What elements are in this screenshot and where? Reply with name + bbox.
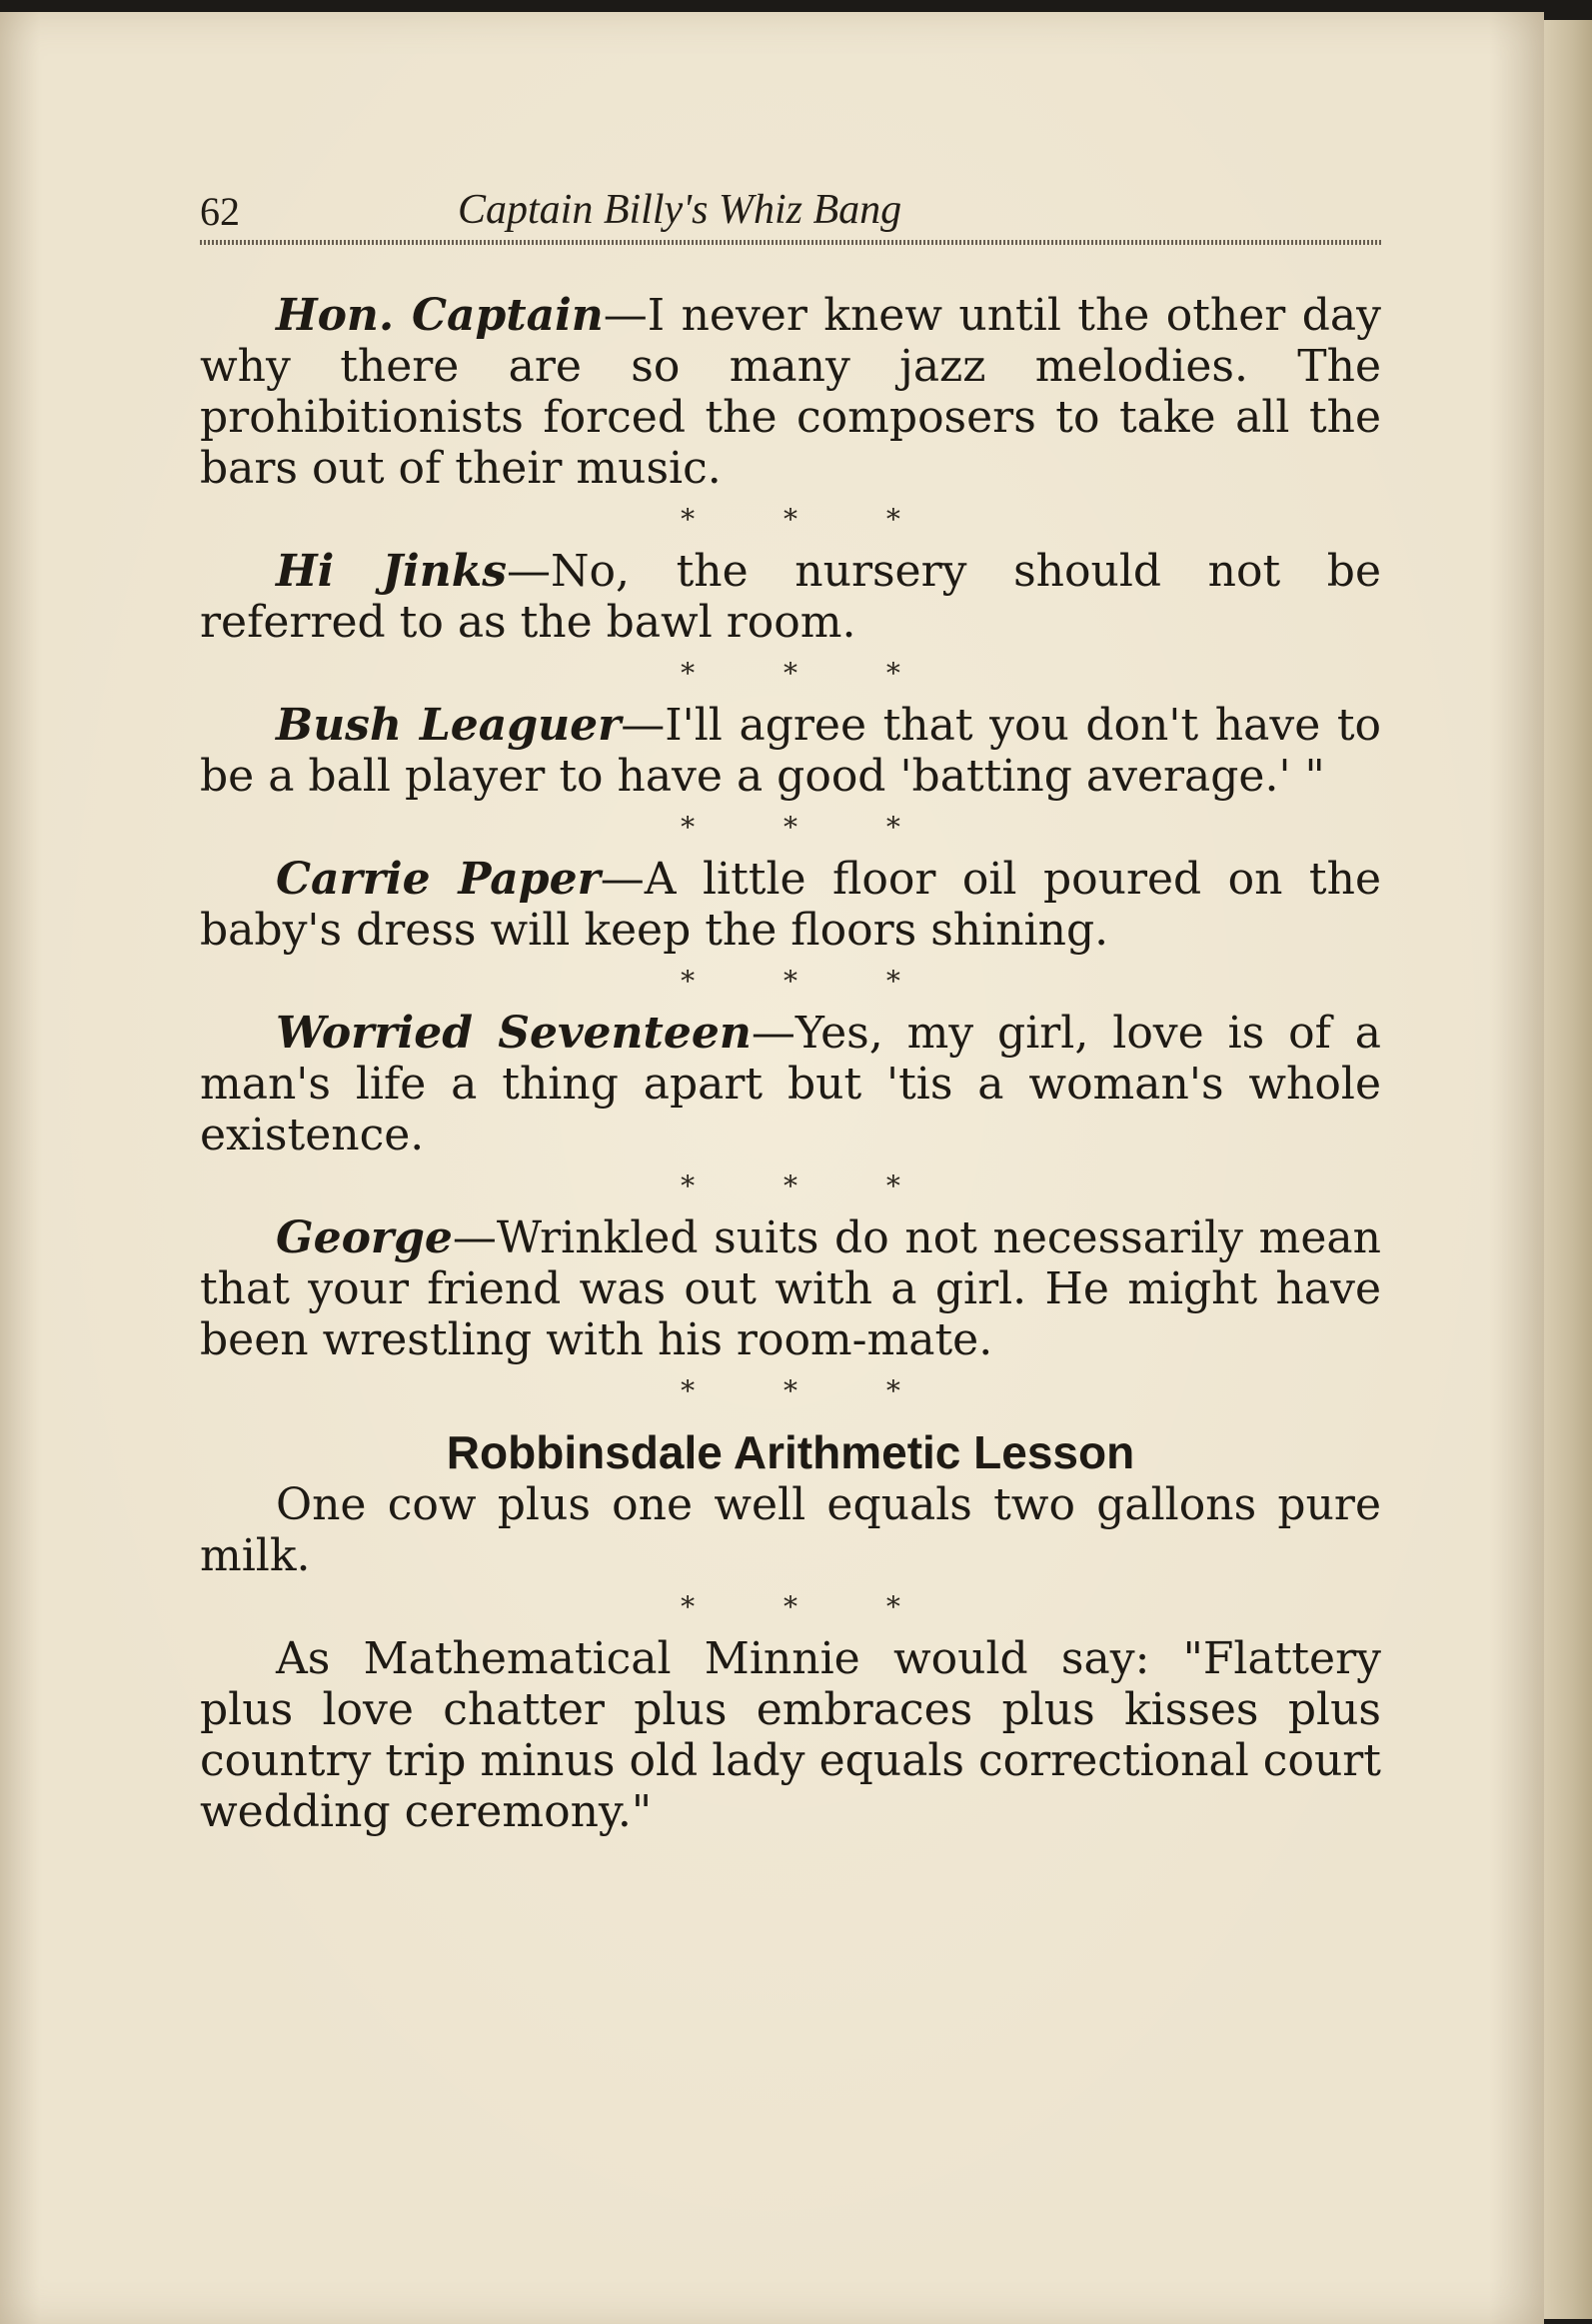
separator-stars: * * *: [681, 657, 940, 690]
separator-stars: * * *: [681, 1374, 940, 1407]
entry-worried-seventeen: [200, 1008, 1381, 1161]
entry-text: —I never knew until the other day why there are so many jazz melodies. The prohibitionists forced the composers to take all the bars out of their music.: [200, 290, 1381, 494]
page-content: [200, 290, 1381, 1837]
separator-stars: * * *: [681, 811, 940, 844]
entry-hi-jinks: [200, 546, 1381, 648]
entry-text: —Wrinkled suits do not necessarily mean that your friend was out with a girl. He might have been wrestling with his room-mate.: [200, 1212, 1381, 1365]
entry-text: —Yes, my girl, love is of a man's life a thing apart but 'tis a woman's whole existence.: [200, 1008, 1382, 1161]
entry-text: —A little floor oil poured on the baby's dress will keep the floors shining.: [200, 854, 1381, 956]
section-paragraph: One cow plus one well equals two gallons pure milk.: [200, 1479, 1381, 1581]
entry-name: George: [276, 1212, 453, 1263]
entry-name: Hi Jinks: [276, 546, 508, 597]
entry-george: [200, 1212, 1381, 1365]
page-number: 62: [200, 189, 240, 234]
section-heading: Robbinsdale Arithmetic Lesson: [446, 1426, 1135, 1478]
running-title: Captain Billy's Whiz Bang: [458, 187, 902, 233]
entry-name: Hon. Captain: [276, 290, 604, 341]
entry-name: Worried Seventeen: [276, 1008, 752, 1059]
section-paragraph: As Mathematical Minnie would say: "Flattery plus love chatter plus embraces plus kisses plus country trip minus old lady equals correctional court wedding ceremony.": [200, 1633, 1381, 1837]
entry-text: —I'll agree that you don't have to be a ball player to have a good 'batting average.' ": [200, 700, 1381, 802]
entry-bush-leaguer: [200, 700, 1381, 802]
entry-name: Bush Leaguer: [276, 700, 622, 751]
entry-carrie-paper: [200, 854, 1381, 956]
separator-stars: * * *: [681, 503, 940, 536]
separator-stars: * * *: [681, 965, 940, 998]
entry-text: —No, the nursery should not be referred to as the bawl room.: [200, 546, 1381, 648]
page-edge: [1544, 20, 1592, 2319]
separator-stars: * * *: [681, 1169, 940, 1202]
page-header: [200, 180, 1381, 242]
header-rule: [200, 240, 1381, 245]
entry-name: Carrie Paper: [276, 854, 601, 905]
separator-stars: * * *: [681, 1590, 940, 1623]
entry-hon-captain: [200, 290, 1381, 494]
